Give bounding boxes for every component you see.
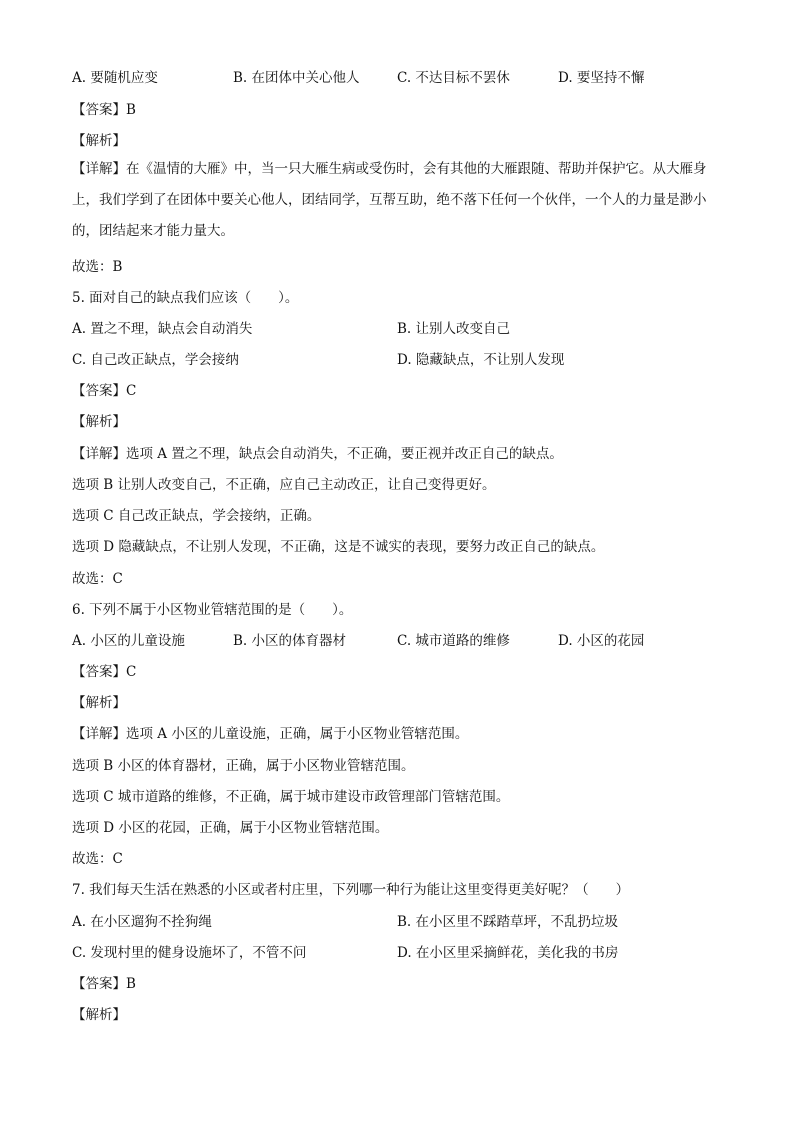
q5-answer (72, 379, 136, 399)
answer-label: 【答案】 (72, 664, 126, 680)
detail-label: 【详解】 (72, 161, 126, 177)
q5-detail-0 (72, 442, 563, 462)
q4-option-d: D. 要坚持不懈 (558, 70, 645, 86)
q4-analysis-label: 【解析】 (72, 133, 126, 149)
detail-text: 选项 A 置之不理，缺点会自动消失，不正确，要正视并改正自己的缺点。 (126, 446, 563, 462)
q6-option-c: C. 城市道路的维修 (397, 633, 510, 649)
q6-detail-2: 选项 C 城市道路的维修，不正确，属于城市建设市政管理部门管辖范围。 (72, 789, 510, 805)
q4-option-b: B. 在团体中关心他人 (233, 70, 360, 86)
q5-question: 5. 面对自己的缺点我们应该（ ）。 (72, 290, 299, 306)
detail-text: 在《温情的大雁》中，当一只大雁生病或受伤时，会有其他的大雁跟随、帮助并保护它。从大雁身上，我们学到了在团体中要关心他人，团结同学，互帮互助，绝不落下任何一个伙伴，一个人的力量是渺小的，团结起来才能力量大。 (72, 161, 707, 239)
q5-detail-1: 选项 B 让别人改变自己，不正确，应自己主动改正，让自己变得更好。 (72, 477, 496, 493)
q7-option-b: B. 在小区里不踩踏草坪，不乱扔垃圾 (397, 914, 619, 930)
q4-option-c: C. 不达目标不罢休 (397, 70, 510, 86)
q4-detail (72, 154, 722, 247)
q7-option-c: C. 发现村里的健身设施坏了，不管不问 (72, 945, 307, 961)
detail-label: 【详解】 (72, 726, 126, 742)
q4-option-a: A. 要随机应变 (72, 70, 158, 86)
q6-option-a: A. 小区的儿童设施 (72, 633, 185, 649)
q4-choice: 故选：B (72, 259, 123, 275)
q5-choice: 故选：C (72, 571, 123, 587)
answer-value: B (126, 102, 136, 118)
answer-value: B (126, 976, 136, 992)
q6-option-b: B. 小区的体育器材 (233, 633, 347, 649)
q7-answer (72, 972, 136, 992)
answer-label: 【答案】 (72, 383, 126, 399)
q4-answer (72, 98, 136, 118)
q5-option-a: A. 置之不理，缺点会自动消失 (72, 321, 253, 337)
answer-value: C (126, 664, 137, 680)
answer-label: 【答案】 (72, 976, 126, 992)
q6-detail-3: 选项 D 小区的花园，正确，属于小区物业管辖范围。 (72, 820, 389, 836)
q5-option-b: B. 让别人改变自己 (397, 321, 511, 337)
answer-label: 【答案】 (72, 102, 126, 118)
q5-detail-2: 选项 C 自己改正缺点，学会接纳，正确。 (72, 508, 321, 524)
q6-option-d: D. 小区的花园 (558, 633, 645, 649)
q7-question: 7. 我们每天生活在熟悉的小区或者村庄里，下列哪一种行为能让这里变得更美好呢？（ ） (72, 882, 630, 898)
detail-text: 选项 A 小区的儿童设施，正确，属于小区物业管辖范围。 (126, 726, 469, 742)
detail-label: 【详解】 (72, 446, 126, 462)
q5-option-c: C. 自己改正缺点，学会接纳 (72, 352, 239, 368)
q6-detail-1: 选项 B 小区的体育器材，正确，属于小区物业管辖范围。 (72, 758, 415, 774)
q6-choice: 故选：C (72, 851, 123, 867)
q7-analysis-label: 【解析】 (72, 1007, 126, 1023)
q6-question: 6. 下列不属于小区物业管辖范围的是（ ）。 (72, 602, 353, 618)
q5-option-d: D. 隐藏缺点，不让别人发现 (397, 352, 565, 368)
q7-option-a: A. 在小区遛狗不拴狗绳 (72, 914, 212, 930)
q6-detail-0 (72, 722, 468, 742)
q6-answer (72, 660, 136, 680)
q7-option-d: D. 在小区里采摘鲜花，美化我的书房 (397, 945, 619, 961)
q6-analysis-label: 【解析】 (72, 695, 126, 711)
q5-analysis-label: 【解析】 (72, 414, 126, 430)
answer-value: C (126, 383, 137, 399)
q5-detail-3: 选项 D 隐藏缺点，不让别人发现，不正确，这是不诚实的表现，要努力改正自己的缺点。 (72, 539, 605, 555)
